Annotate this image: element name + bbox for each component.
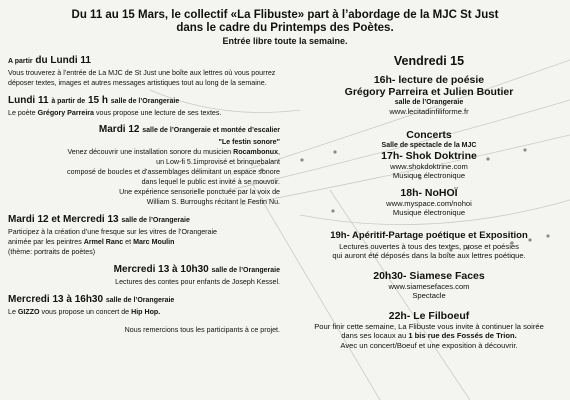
section-venue: salle de l’Orangeraie <box>121 217 190 224</box>
section-venue: salle de l’Orangeraie <box>211 267 280 274</box>
section-body: Le poète <box>8 109 36 117</box>
section-time-pre: à partir de <box>51 98 86 105</box>
section-body: dans lequel le public est invité à se mouvoir. <box>141 178 280 186</box>
section-body: Vous trouverez à l’entrée de La MJC de St Just une boîte aux lettres où vous pourrez déposer textes, images et autres messages artistiques tout au long de la semaine. <box>8 69 276 87</box>
aperitif-line2: qui auront été déposés dans la boîte aux lettres poétique. <box>332 251 526 260</box>
section-body: un Low-fi 5.1improvisé et brinquebalant <box>156 158 280 166</box>
reading-venue: salle de l’Orangeraie <box>394 99 464 106</box>
section-body: animée par les peintres <box>8 238 82 246</box>
siamese-genre: Spectacle <box>412 291 446 300</box>
siamese-title: 20h30- Siamese Faces <box>373 269 485 282</box>
section-fresque <box>8 213 280 257</box>
section-body: et <box>125 238 132 246</box>
section-title: Mercredi 13 à 10h30 <box>113 264 209 275</box>
section-venue: salle de l’Orangeraie et montée d’escalier <box>142 127 280 134</box>
section-title: du Lundi 11 <box>35 55 91 66</box>
concert-1-genre: Musique électronique <box>392 171 466 180</box>
concert-2-url: www.myspace.com/nohoi <box>386 198 472 208</box>
section-quote: "Le festin sonore" <box>218 138 280 146</box>
reading-names: Grégory Parreira et Julien Boutier <box>344 86 514 98</box>
concert-2-genre: Musique électronique <box>392 208 466 217</box>
concerts-venue: Salle de spectacle de la MJC <box>381 141 477 149</box>
section-mardi-festin: Mardi 12 salle de l’Orangeraie et montée d’escalier "Le festin sonore" Venez découvrir une installation sonore du musicien Rocambonux, un Low-fi 5.1improvisé et brinquebalant composé de boucles et d’assemblages délimitant un espace sonore dans lequel le public est invité à se mouvoir. Une expérience sensorielle ponctuée par la voix de William S. Burroughs récitant le Festin Nu. <box>8 123 280 207</box>
concert-1-url: www.shokdoktrine.com <box>390 161 468 171</box>
section-contes <box>8 263 280 287</box>
section-body: Une expérience sensorielle ponctuée par la voix de <box>119 188 280 196</box>
filboeuf-address: 1 bis rue des Fossés de Trion. <box>408 331 517 340</box>
genre-label: Hip Hop. <box>131 308 161 316</box>
filboeuf-line1: Pour finir cette semaine, La Flibuste vous invite à continuer la soirée <box>314 321 544 331</box>
section-lundi-lecture <box>8 94 280 118</box>
right-column <box>296 54 562 350</box>
section-body: (thème: portraits de poètes) <box>8 248 96 256</box>
filboeuf-line2: dans ses locaux au <box>341 331 407 340</box>
section-body: composé de boucles et d’assemblages délimitant un espace sonore <box>67 168 280 176</box>
header-line2: dans le cadre du Printemps des Poètes. <box>176 22 394 34</box>
header-line3: Entrée libre toute la semaine. <box>222 36 348 46</box>
aperitif-line1: Lectures ouvertes à tous des textes, prose et poésies <box>339 241 519 251</box>
section-body: Participez à la création d’une fresque sur les vitres de l’Orangeraie <box>8 228 217 236</box>
section-title: Lundi 11 <box>8 95 49 106</box>
aperitif-title: 19h- Apéritif-Partage poétique et Exposition <box>330 229 528 241</box>
section-venue: salle de l’Orangeraie <box>110 98 180 105</box>
siamese-url: www.siamesefaces.com <box>388 281 470 291</box>
section-lundi-boite <box>8 54 280 88</box>
artist-name: Grégory Parreira <box>37 109 94 117</box>
artist-name: Armel Ranc <box>83 238 124 246</box>
section-body: William S. Burroughs récitant le Festin Nu. <box>146 198 280 206</box>
concert-2-title: 18h- NoHOÏ <box>400 186 458 199</box>
concerts-title: Concerts <box>406 128 452 141</box>
section-body: Venez découvrir une installation sonore du musicien <box>67 148 232 156</box>
artist-name: GIZZO <box>17 308 40 316</box>
header <box>40 9 530 48</box>
section-gizzo <box>8 293 280 317</box>
section-venue: salle de l’Orangeraie <box>105 297 175 304</box>
header-line1: Du 11 au 15 Mars, le collectif «La Flibuste» part à l’abordage de la MJC St Just <box>71 9 499 21</box>
filboeuf-title: 22h- Le Filboeuf <box>388 309 470 322</box>
reading-url: www.lecitadinfiliforme.fr <box>389 107 469 116</box>
section-title: Mercredi 13 à 16h30 <box>8 294 104 305</box>
left-column <box>8 54 280 335</box>
section-body: vous propose une lecture de ses textes. <box>95 109 222 117</box>
section-body: Lectures des contes pour enfants de Joseph Kessel. <box>115 278 280 286</box>
concert-1-title: 17h- Shok Doktrine <box>381 149 477 162</box>
artist-name: Rocambonux <box>233 148 279 156</box>
reading-title: 16h- lecture de poésie <box>373 74 485 86</box>
filboeuf-line3: Avec un concert/Boeuf et une exposition à découvrir. <box>340 340 518 350</box>
section-title: Mardi 12 et Mercredi 13 <box>8 214 119 225</box>
section-body: vous propose un concert de <box>41 308 130 316</box>
section-pre: A partir <box>8 58 33 65</box>
section-title: Mardi 12 <box>98 124 140 135</box>
day-title: Vendredi 15 <box>393 54 465 68</box>
section-time: 15 h <box>87 95 108 106</box>
artist-name: Marc Moulin <box>133 238 175 246</box>
thanks-note: Nous remercions tous les participants à ce projet. <box>124 326 280 334</box>
section-body: Le <box>8 308 16 316</box>
